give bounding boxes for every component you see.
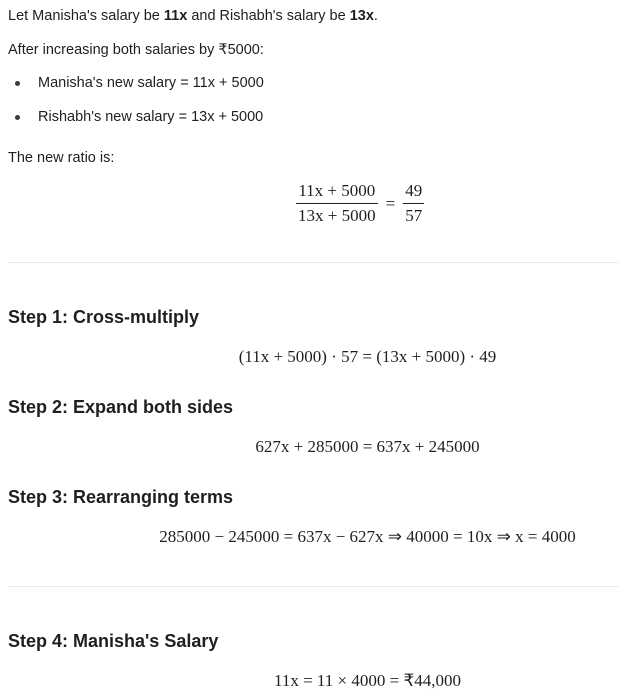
manisha-coefficient: 11x xyxy=(163,8,188,24)
intro-text-2: and Rishabh's salary be xyxy=(187,8,350,24)
step-2-equation: 627x + 285000 = 637x + 245000 xyxy=(255,437,480,456)
equals-sign: = xyxy=(385,193,396,213)
step-1-heading: Step 1: Cross-multiply xyxy=(8,307,200,327)
left-numerator: 11x + 5000 xyxy=(298,181,376,200)
step-3-equation: 285000 − 245000 = 637x − 627x ⇒ 40000 = 10x ⇒ x = 4000 xyxy=(159,527,576,546)
right-fraction xyxy=(403,180,424,227)
step-1-equation: (11x + 5000) · 57 = (13x + 5000) · 49 xyxy=(238,347,497,366)
fraction-bar xyxy=(403,203,424,204)
section-divider xyxy=(8,586,619,587)
left-denominator: 13x + 5000 xyxy=(298,206,376,225)
intro-text-3: . xyxy=(373,8,378,24)
left-fraction xyxy=(296,180,378,227)
step-2-heading: Step 2: Expand both sides xyxy=(8,397,234,417)
step-4-heading: Step 4: Manisha's Salary xyxy=(8,631,219,651)
bullet-manisha: Manisha's new salary = 11x + 5000 xyxy=(38,75,264,91)
bullet-dot xyxy=(15,81,20,86)
ratio-intro: The new ratio is: xyxy=(8,150,115,166)
step-3-heading: Step 3: Rearranging terms xyxy=(8,487,234,507)
fraction-bar xyxy=(296,203,378,204)
increase-line: After increasing both salaries by ₹5000: xyxy=(8,42,264,58)
step-4-equation: 11x = 11 × 4000 = ₹44,000 xyxy=(273,671,462,690)
section-divider xyxy=(8,262,619,263)
rishabh-coefficient: 13x xyxy=(349,8,374,24)
intro-text-1: Let Manisha's salary be xyxy=(8,8,164,24)
bullet-rishabh: Rishabh's new salary = 13x + 5000 xyxy=(38,109,264,125)
bullet-dot xyxy=(15,115,20,120)
ratio-equation xyxy=(296,180,424,227)
right-numerator: 49 xyxy=(405,181,423,200)
intro-line xyxy=(8,6,378,26)
right-denominator: 57 xyxy=(405,206,423,225)
